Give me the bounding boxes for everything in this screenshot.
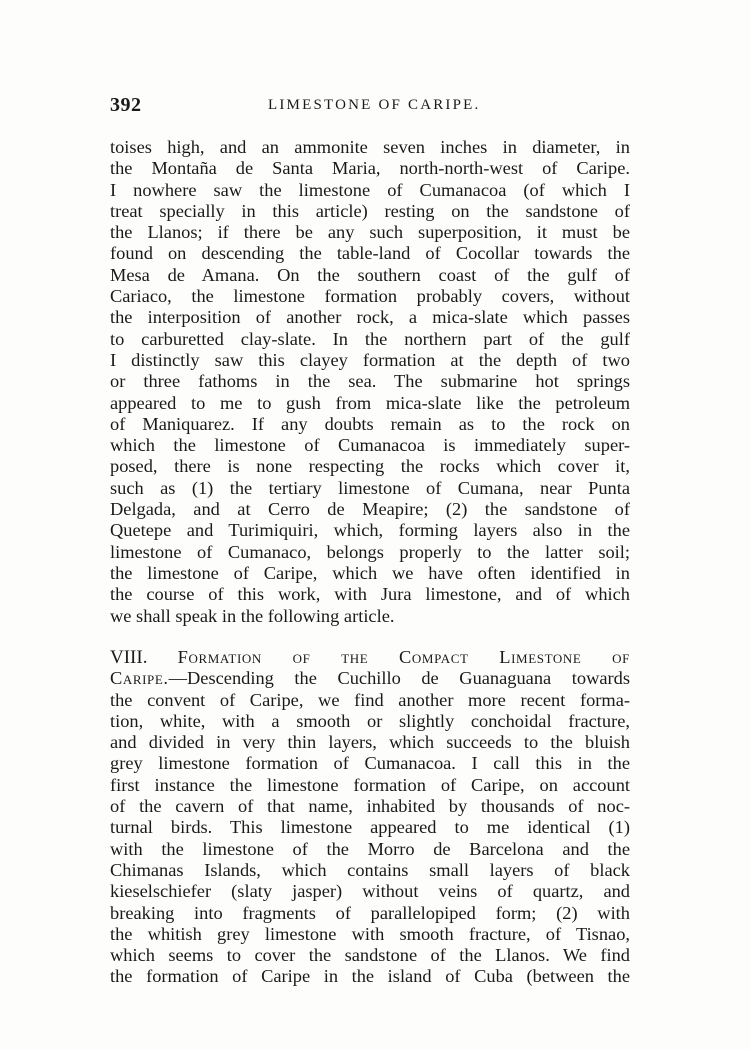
- text-line: Cariaco, the limestone formation probably covers, without: [110, 286, 630, 307]
- page-header: [110, 94, 630, 118]
- text-line: posed, there is none respecting the rocks which cover it,: [110, 456, 630, 477]
- text-line: treat specially in this article) resting on the sandstone of: [110, 200, 630, 221]
- text-line: such as (1) the tertiary limestone of Cumana, near Punta: [110, 477, 630, 498]
- text-line: of the cavern of that name, inhabited by thousands of noc-: [110, 796, 630, 817]
- paragraph-1: [110, 137, 630, 627]
- section-heading-line: [110, 647, 630, 668]
- running-head: LIMESTONE OF CARIPE.: [268, 97, 481, 113]
- text-line: the course of this work, with Jura limestone, and of which: [110, 584, 630, 605]
- text-line: and divided in very thin layers, which succeeds to the bluish: [110, 732, 630, 753]
- text-line: to carburetted clay-slate. In the northern part of the gulf: [110, 328, 630, 349]
- text-line: which the limestone of Cumanacoa is immediately super-: [110, 435, 630, 456]
- section-title: Formation of the Compact Limestone of: [177, 647, 630, 667]
- text-line: the convent of Caripe, we find another more recent forma-: [110, 689, 630, 710]
- text-line: the Llanos; if there be any such superposition, it must be: [110, 222, 630, 243]
- text-line: the Montaña de Santa Maria, north-north-west of Caripe.: [110, 158, 630, 179]
- text-line: Quetepe and Turimiquiri, which, forming layers also in the: [110, 520, 630, 541]
- text-line: Mesa de Amana. On the southern coast of the gulf of: [110, 264, 630, 285]
- text-line: toises high, and an ammonite seven inches in diameter, in: [110, 137, 630, 157]
- text-line: the limestone of Caripe, which we have often identified in: [110, 562, 630, 583]
- text-line: found on descending the table-land of Cocollar towards the: [110, 243, 630, 264]
- text-line: with the limestone of the Morro de Barcelona and the: [110, 838, 630, 859]
- text-line: of Maniquarez. If any doubts remain as to the rock on: [110, 413, 630, 434]
- text-line: I nowhere saw the limestone of Cumanacoa (of which I: [110, 179, 630, 200]
- text-line: limestone of Cumanaco, belongs properly to the latter soil;: [110, 541, 630, 562]
- text-line: or three fathoms in the sea. The submarine hot springs: [110, 371, 630, 392]
- page-number: 392: [110, 94, 142, 116]
- text-line: which seems to cover the sandstone of the Llanos. We find: [110, 945, 630, 966]
- section-number: VIII.: [110, 647, 148, 668]
- text-line: we shall speak in the following article.: [110, 605, 395, 626]
- text-line: Delgada, and at Cerro de Meapire; (2) the sandstone of: [110, 499, 630, 520]
- text-line: the interposition of another rock, a mica-slate which passes: [110, 307, 630, 328]
- text-line: tion, white, with a smooth or slightly conchoidal fracture,: [110, 710, 630, 731]
- text-line: appeared to me to gush from mica-slate like the petroleum: [110, 392, 630, 413]
- text-line: the formation of Caripe in the island of Cuba (between the: [110, 966, 630, 987]
- text-line: Chimanas Islands, which contains small layers of black: [110, 859, 630, 880]
- text-line: grey limestone formation of Cumanacoa. I call this in the: [110, 753, 630, 774]
- text-line: I distinctly saw this clayey formation at the depth of two: [110, 349, 630, 370]
- text-line: first instance the limestone formation of Caripe, on account: [110, 774, 630, 795]
- text-line: kieselschiefer (slaty jasper) without veins of quartz, and: [110, 881, 630, 902]
- section-title-continuation: Caripe.: [110, 668, 169, 689]
- text-line: breaking into fragments of parallelopiped form; (2) with: [110, 902, 630, 923]
- text-line: [110, 668, 630, 689]
- text-line: the whitish grey limestone with smooth fracture, of Tisnao,: [110, 923, 630, 944]
- text-line: turnal birds. This limestone appeared to me identical (1): [110, 817, 630, 838]
- paragraph-2: [110, 647, 630, 988]
- section-first-text: —Descending the Cuchillo de Guanaguana towards: [168, 668, 630, 689]
